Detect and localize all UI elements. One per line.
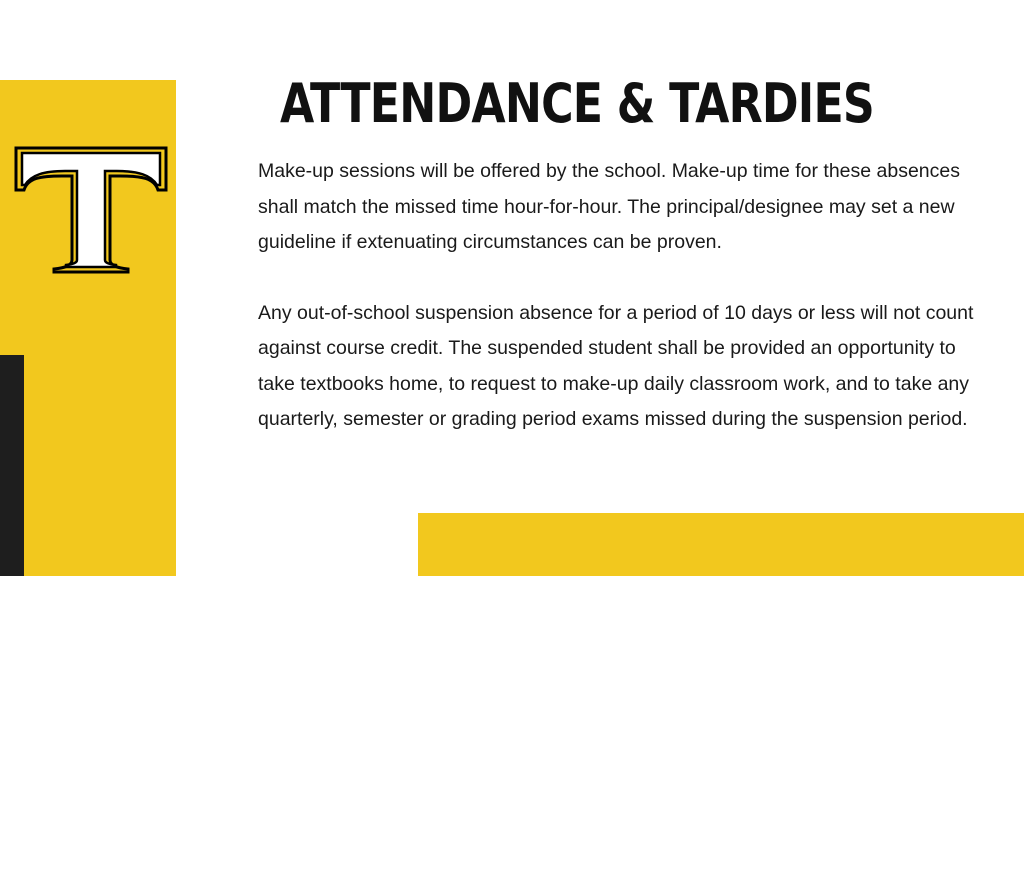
body-text — [258, 154, 998, 438]
brand-label: SLIDESMANIA.COM — [1, 770, 12, 880]
paragraph-makeup: Make-up sessions will be offered by the school. Make-up time for these absences shall match the missed time hour-for-hour. The principal/designee may set a new guideline if extenuating circumstances can be proven. — [258, 160, 960, 253]
page-title: ATTENDANCE & TARDIES — [280, 72, 874, 135]
brand-strip — [0, 355, 24, 880]
paragraph-suspension: Any out-of-school suspension absence for a period of 10 days or less will not count against course credit. The suspended student shall be provided an opportunity to take textbooks home, to request to make-up daily classroom work, and to take any quarterly, semester or grading period exams missed during the suspension period. — [258, 301, 974, 430]
t-logo — [10, 142, 172, 276]
accent-bar-bottom — [418, 513, 1024, 576]
